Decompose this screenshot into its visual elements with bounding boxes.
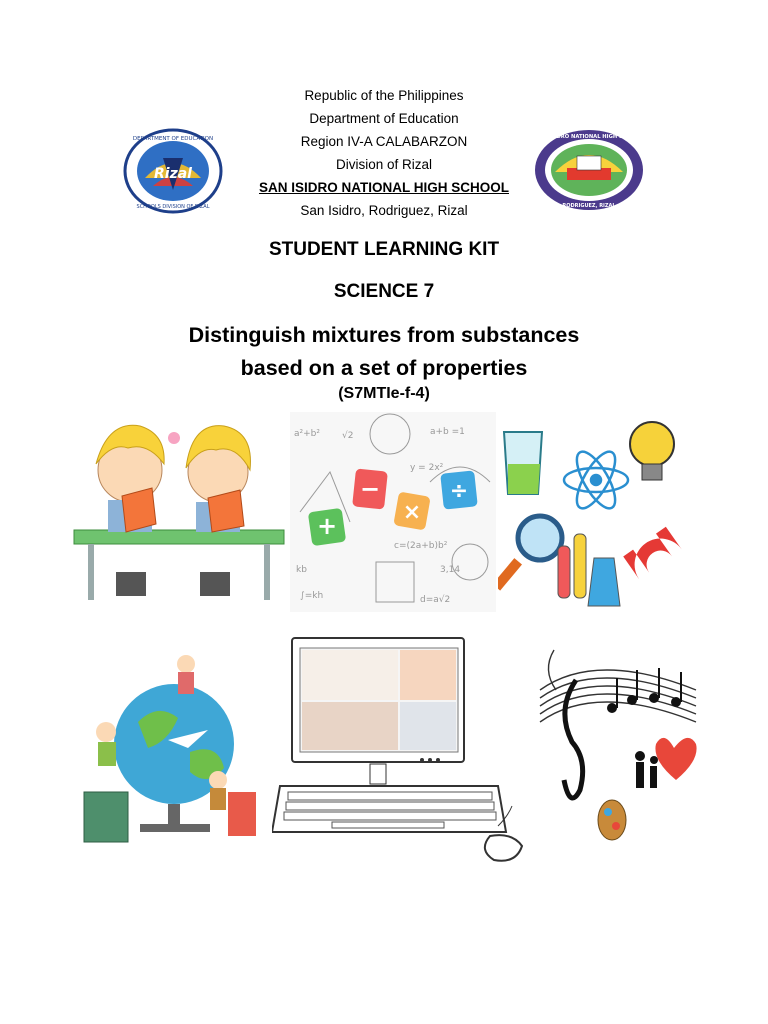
svg-text:c=(2a+b)b²: c=(2a+b)b²: [394, 541, 448, 551]
times-symbol: ×: [402, 500, 422, 525]
competency-code: (S7MTIe-f-4): [338, 385, 430, 402]
svg-text:a²+b²: a²+b²: [294, 429, 320, 439]
divide-symbol: ÷: [449, 479, 469, 504]
school-name: SAN ISIDRO NATIONAL HIGH SCHOOL: [258, 180, 509, 195]
header-line: Department of Education: [309, 111, 459, 126]
math-operations-illustration: [290, 412, 496, 612]
header-line: Region IV-A CALABARZON: [300, 134, 468, 149]
svg-text:SCHOOLS DIVISION OF RIZAL: SCHOOLS DIVISION OF RIZAL: [136, 204, 210, 210]
lesson-title-line-2: based on a set of properties: [240, 356, 528, 380]
svg-text:SAN ISIDRO NATIONAL HIGH SCHOO: SAN ISIDRO NATIONAL HIGH SCHOOL: [535, 134, 643, 140]
header-line: Republic of the Philippines: [304, 88, 464, 103]
lesson-title: [0, 319, 768, 385]
music-arts-illustration: [536, 630, 700, 850]
svg-text:y = 2x²: y = 2x²: [410, 463, 444, 473]
svg-text:∫=kh: ∫=kh: [300, 591, 324, 601]
subject-title: SCIENCE 7: [333, 281, 435, 302]
computer-illustration: [272, 636, 534, 868]
test-tubes-icon: [558, 534, 620, 606]
svg-text:DEPARTMENT OF EDUCATION: DEPARTMENT OF EDUCATION: [132, 136, 214, 142]
svg-text:a+b =1: a+b =1: [430, 427, 465, 437]
svg-text:√2: √2: [342, 431, 354, 441]
plus-symbol: +: [316, 512, 338, 540]
school-address: San Isidro, Rodriguez, Rizal: [300, 203, 468, 218]
science-icons-illustration: [498, 418, 698, 614]
kit-title: STUDENT LEARNING KIT: [268, 239, 500, 260]
lesson-title-line-1: Distinguish mixtures from substances: [188, 323, 580, 347]
light-bulb-icon: [630, 422, 674, 480]
svg-text:d=a√2: d=a√2: [420, 595, 451, 605]
header-line: Division of Rizal: [335, 157, 433, 172]
header-block: [0, 84, 768, 222]
magnifier-icon: [498, 516, 562, 591]
globe-kids-illustration: [78, 652, 264, 848]
beaker-icon: [504, 432, 542, 494]
svg-text:3,14: 3,14: [440, 565, 461, 575]
magnet-icon: [623, 527, 682, 580]
svg-text:RODRIGUEZ, RIZAL: RODRIGUEZ, RIZAL: [562, 203, 616, 209]
seal-center-lettering: Rizal: [154, 166, 192, 182]
minus-symbol: −: [359, 475, 381, 503]
svg-text:kb: kb: [296, 565, 307, 575]
atom-icon: [564, 446, 628, 513]
kids-reading-illustration: [68, 412, 290, 617]
